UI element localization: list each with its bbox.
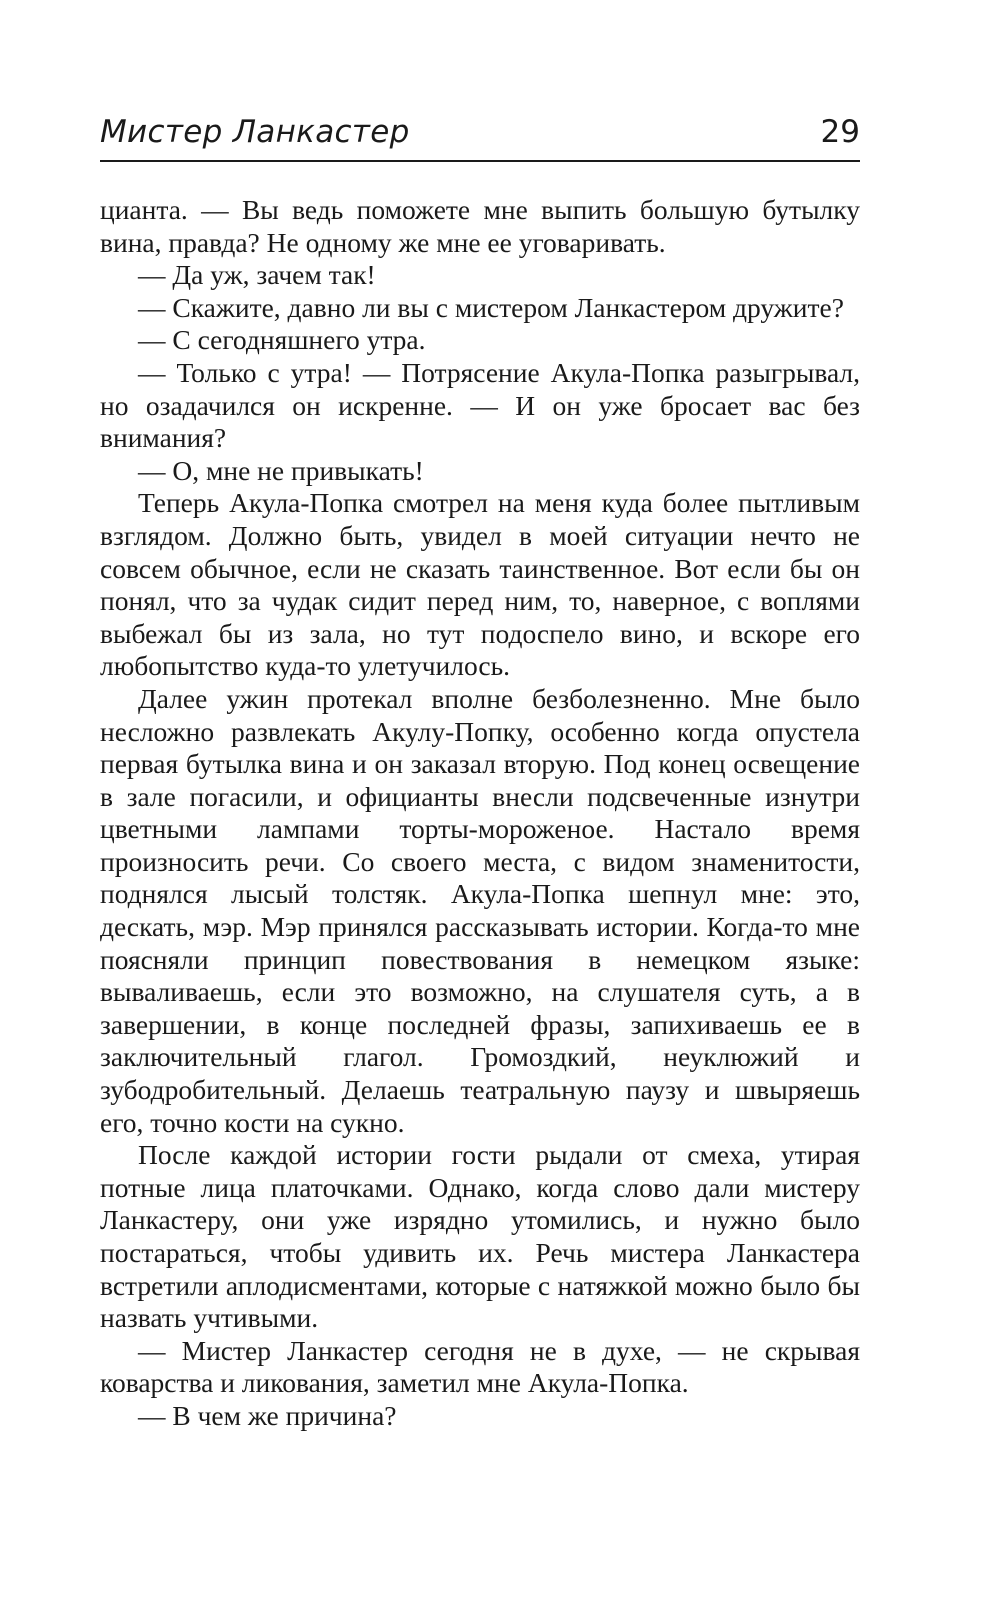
paragraph: Теперь Акула-Попка смотрел на меня куда более пытливым взглядом. Должно быть, увидел в моей ситуации нечто не совсем обычное, если не сказать таинственное. Вот если бы он понял, что за чудак сидит перед ним, то, наверное, с воплями выбежал бы из зала, но тут подоспело вино, и вскоре его любопытство куда-то улетучилось. [100,487,860,682]
paragraph: — В чем же причина? [138,1399,397,1431]
paragraph: — Только с утра! — Потрясение Акула-Попка разыгрывал, но озадачился он искренне. — И он уже бросает вас без внимания? [100,356,860,454]
paragraph: Далее ужин протекал вполне безболезненно. Мне было несложно развлекать Акулу-Попку, особенно когда опустела первая бутылка вина и он заказал вторую. Под конец освещение в зале погасили, и официанты внесли подсвеченные изнутри цветными лампами торты-мороженое. Настало время произносить речи. Со своего места, с видом знаменитости, поднялся лысый толстяк. Акула-Попка шепнул мне: это, дескать, мэр. Мэр принялся рассказывать истории. Когда-то мне поясняли принцип повествования в немецком языке: вываливаешь, если это возможно, на слушателя суть, а в завершении, в конце последней фразы, запихиваешь ее в заключительный глагол. Громоздкий, неуклюжий и зубодробительный. Делаешь театральную паузу и швыряешь его, точно кости на сукно. [100,682,860,1138]
paragraph: — Да уж, зачем так! [138,259,376,291]
page-number: 29 [820,114,860,150]
paragraph: — Мистер Ланкастер сегодня не в духе, — не скрывая коварства и ликования, заметил мне Акула-Попка. [100,1334,860,1399]
paragraph: — С сегодняшнего утра. [138,324,426,356]
body-text [100,194,860,1433]
paragraph: — Скажите, давно ли вы с мистером Ланкастером дружите? [138,291,844,323]
paragraph: цианта. — Вы ведь поможете мне выпить большую бутылку вина, правда? Не одному же мне ее уговаривать. [100,194,860,258]
paragraph: — О, мне не привыкать! [138,454,424,486]
running-title: Мистер Ланкастер [100,114,410,150]
paragraph: После каждой истории гости рыдали от смеха, утирая потные лица платочками. Однако, когда слово дали мистеру Ланкастеру, они уже изрядно утомились, и нужно было постараться, чтобы удивить их. Речь мистера Ланкастера встретили аплодисментами, которые с натяжкой можно было бы назвать учтивыми. [100,1139,860,1334]
running-header [100,112,860,162]
